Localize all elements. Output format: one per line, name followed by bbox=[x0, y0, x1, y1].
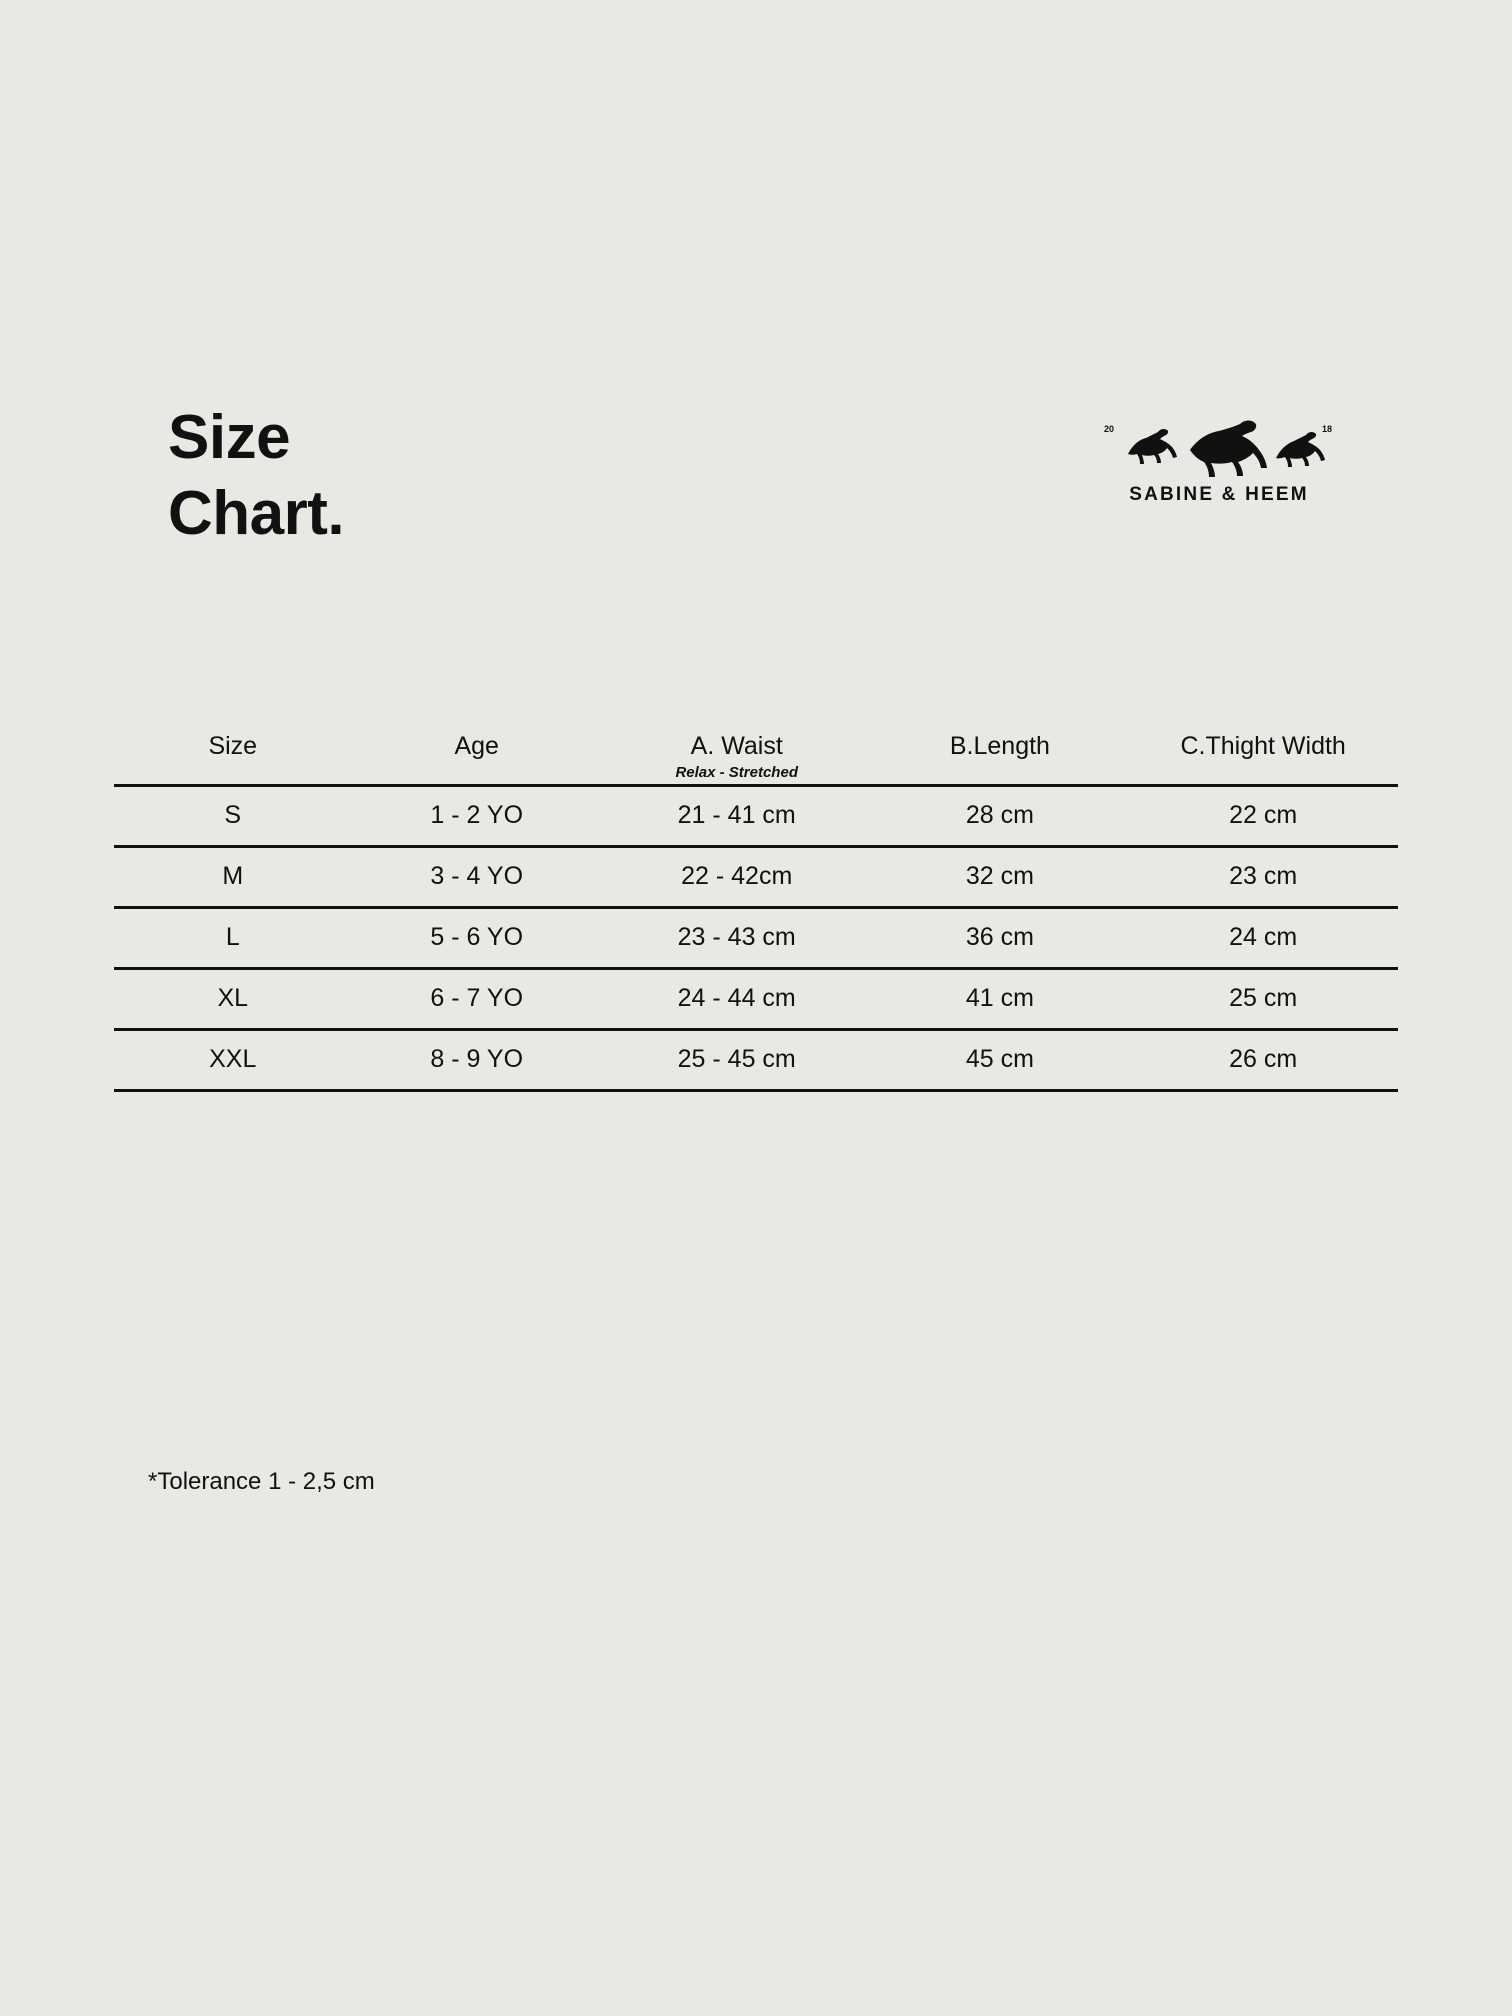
column-header-waist-sub: Relax - Stretched bbox=[675, 764, 798, 781]
column-header-size bbox=[114, 728, 352, 785]
cell-length: 36 cm bbox=[965, 923, 1034, 951]
cell-age: 3 - 4 YO bbox=[430, 862, 524, 890]
cell-size: M bbox=[222, 862, 244, 890]
cell-waist: 21 - 41 cm bbox=[677, 801, 796, 829]
column-header-size-sub bbox=[114, 761, 352, 780]
column-header-waist bbox=[602, 728, 872, 785]
cell-length: 32 cm bbox=[965, 862, 1034, 890]
cell-size: XXL bbox=[209, 1045, 257, 1073]
cell-age: 8 - 9 YO bbox=[430, 1045, 524, 1073]
cell-length: 45 cm bbox=[965, 1045, 1034, 1073]
column-header-age-sub bbox=[352, 761, 602, 780]
cell-waist: 23 - 43 cm bbox=[677, 923, 796, 951]
column-header-size-label: Size bbox=[208, 732, 258, 760]
table-row bbox=[114, 1029, 1398, 1090]
cell-thigh-width: 23 cm bbox=[1229, 862, 1298, 890]
column-header-thigh-width-sub bbox=[1128, 761, 1398, 780]
table-row bbox=[114, 968, 1398, 1029]
cell-size: S bbox=[224, 801, 242, 829]
svg-text:18: 18 bbox=[1322, 424, 1333, 434]
brand-logo bbox=[1094, 410, 1344, 506]
cell-size: L bbox=[225, 923, 240, 951]
cell-age: 6 - 7 YO bbox=[430, 984, 524, 1012]
cell-length: 41 cm bbox=[965, 984, 1034, 1012]
cell-thigh-width: 24 cm bbox=[1229, 923, 1298, 951]
page-title bbox=[168, 400, 344, 551]
cell-age: 5 - 6 YO bbox=[430, 923, 524, 951]
cell-waist: 25 - 45 cm bbox=[677, 1045, 796, 1073]
table-header-row bbox=[114, 728, 1398, 785]
column-header-length-sub bbox=[872, 761, 1129, 780]
column-header-length-label: B.Length bbox=[949, 732, 1050, 760]
table-row bbox=[114, 785, 1398, 846]
svg-text:20: 20 bbox=[1104, 424, 1115, 434]
column-header-age-label: Age bbox=[454, 732, 499, 760]
column-header-waist-label: A. Waist bbox=[690, 732, 783, 760]
page-title-line-1: Size bbox=[168, 403, 291, 472]
leaping-hounds-icon bbox=[1094, 410, 1344, 480]
column-header-thigh-width-label: C.Thight Width bbox=[1180, 732, 1346, 760]
column-header-thigh-width bbox=[1128, 728, 1398, 785]
brand-name: SABINE & HEEM bbox=[1129, 484, 1309, 505]
cell-thigh-width: 26 cm bbox=[1229, 1045, 1298, 1073]
cell-age: 1 - 2 YO bbox=[430, 801, 524, 829]
cell-waist: 22 - 42cm bbox=[681, 862, 793, 890]
cell-thigh-width: 25 cm bbox=[1229, 984, 1298, 1012]
table-row bbox=[114, 907, 1398, 968]
size-table bbox=[114, 728, 1398, 1092]
page-title-line-2: Chart. bbox=[168, 478, 345, 548]
cell-size: XL bbox=[217, 984, 249, 1012]
tolerance-note: *Tolerance 1 - 2,5 cm bbox=[148, 1468, 375, 1495]
cell-waist: 24 - 44 cm bbox=[677, 984, 796, 1012]
cell-thigh-width: 22 cm bbox=[1229, 801, 1298, 829]
column-header-age bbox=[352, 728, 602, 785]
table-row bbox=[114, 846, 1398, 907]
cell-length: 28 cm bbox=[965, 801, 1034, 829]
column-header-length bbox=[872, 728, 1129, 785]
size-table-container bbox=[114, 728, 1398, 1092]
